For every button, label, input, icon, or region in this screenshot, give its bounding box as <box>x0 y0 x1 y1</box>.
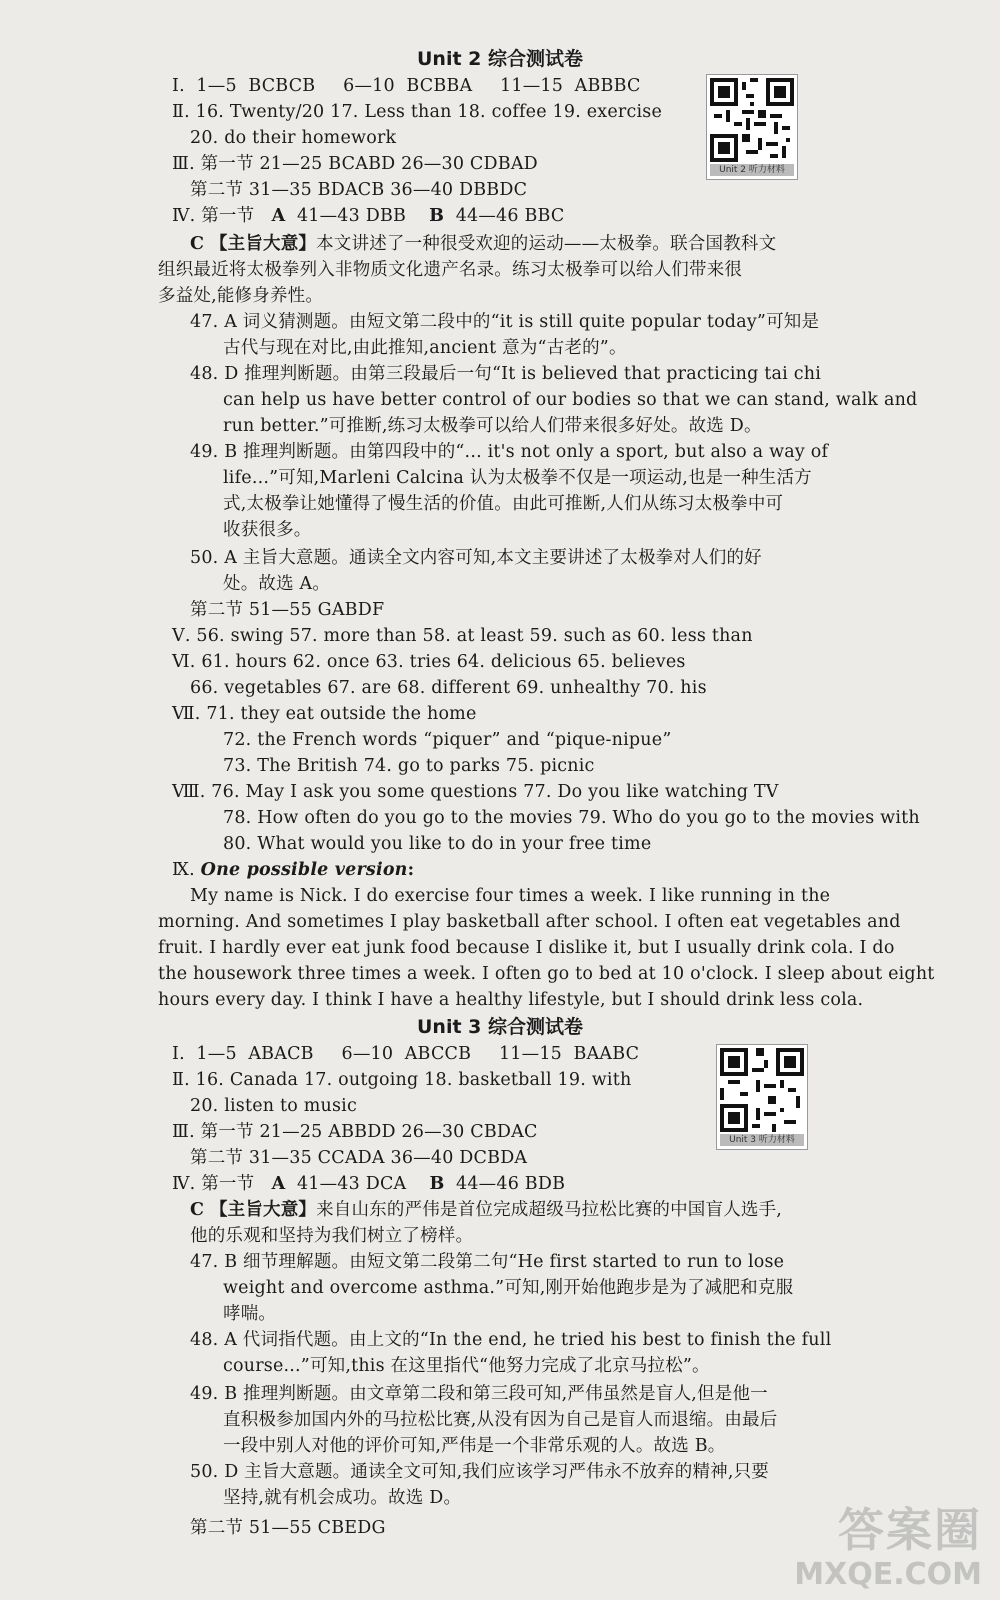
explanation-line: 直积极参加国内外的马拉松比赛,从没有因为自己是盲人而退缩。由最后 <box>223 1410 778 1430</box>
qr-caption: Unit 2 听力材料 <box>710 164 794 176</box>
unit2-q48: 48. D 推理判断题。由第三段最后一句“It is believed that practicing tai chi <box>190 364 821 384</box>
unit2-section-4-part2: 第二节 51—55 GABDF <box>190 600 385 620</box>
explanation-line: life...”可知,Marleni Calcina 认为太极拳不仅是一项运动,也是一种生活方 <box>223 468 812 488</box>
unit2-section-8-line2: 78. How often do you go to the movies 79. Who do you go to the movies with <box>223 808 920 828</box>
qr-caption: Unit 3 听力材料 <box>720 1134 804 1146</box>
explanation-line: 坚持,就有机会成功。故选 D。 <box>223 1488 462 1508</box>
essay-line: morning. And sometimes I play basketball after school. I often eat vegetables and <box>158 912 901 932</box>
unit3-section-4-part2: 第二节 51—55 CBEDG <box>190 1518 386 1538</box>
summary-line: 多益处,能修身养性。 <box>158 286 324 306</box>
explanation-line: weight and overcome asthma.”可知,刚开始他跑步是为了减肥和克服 <box>223 1278 794 1298</box>
explanation-line: 哮喘。 <box>223 1304 277 1324</box>
unit2-section-8-line3: 80. What would you like to do in your free time <box>223 834 652 854</box>
unit2-section-6-line2: 66. vegetables 67. are 68. different 69. unhealthy 70. his <box>190 678 707 698</box>
unit3-qr-code[interactable] <box>716 1044 808 1150</box>
unit3-q47: 47. B 细节理解题。由短文第二段第二句“He first started to run to lose <box>190 1252 785 1272</box>
unit3-section-4: Ⅳ. 第一节 A 41—43 DCA B 44—46 BDB <box>172 1174 566 1194</box>
unit3-section-2-line2: 20. listen to music <box>190 1096 357 1116</box>
unit2-q47: 47. A 词义猜测题。由短文第二段中的“it is still quite popular today”可知是 <box>190 312 820 332</box>
unit2-q49: 49. B 推理判断题。由第四段中的“... it's not only a sport, but also a way of <box>190 442 829 462</box>
unit2-section-1: Ⅰ. 1—5 BCBCB 6—10 BCBBA 11—15 ABBBC <box>172 76 641 96</box>
unit2-q50: 50. A 主旨大意题。通读全文内容可知,本文主要讲述了太极拳对人们的好 <box>190 548 762 568</box>
unit2-section-3-line2: 第二节 31—35 BDACB 36—40 DBBDC <box>190 180 528 200</box>
unit3-passage-c-summary: C 【主旨大意】来自山东的严伟是首位完成超级马拉松比赛的中国盲人选手, <box>190 1200 783 1220</box>
unit2-section-5: Ⅴ. 56. swing 57. more than 58. at least 59. such as 60. less than <box>172 626 753 646</box>
explanation-line: 收获很多。 <box>223 520 312 540</box>
unit2-qr-code[interactable] <box>706 74 798 180</box>
unit2-passage-c-summary: C 【主旨大意】本文讲述了一种很受欢迎的运动——太极拳。联合国教科文 <box>190 234 777 254</box>
unit2-title: Unit 2 综合测试卷 <box>417 48 583 70</box>
unit3-section-3-line2: 第二节 31—35 CCADA 36—40 DCBDA <box>190 1148 528 1168</box>
explanation-line: can help us have better control of our bodies so that we can stand, walk and <box>223 390 918 410</box>
unit3-q50: 50. D 主旨大意题。通读全文可知,我们应该学习严伟永不放弃的精神,只要 <box>190 1462 770 1482</box>
unit2-section-8: Ⅷ. 76. May I ask you some questions 77. Do you like watching TV <box>172 782 779 802</box>
essay-line: hours every day. I think I have a healthy lifestyle, but I should drink less cola. <box>158 990 864 1010</box>
site-watermark: 答案圈 MXQE.COM <box>794 1503 982 1592</box>
unit3-q48: 48. A 代词指代题。由上文的“In the end, he tried his best to finish the full <box>190 1330 832 1350</box>
unit2-section-2-line2: 20. do their homework <box>190 128 397 148</box>
explanation-line: 一段中别人对他的评价可知,严伟是一个非常乐观的人。故选 B。 <box>223 1436 726 1456</box>
explanation-line: 处。故选 A。 <box>223 574 331 594</box>
unit3-title: Unit 3 综合测试卷 <box>417 1016 583 1038</box>
qr-code-icon <box>710 78 794 162</box>
essay-line: fruit. I hardly ever eat junk food because I dislike it, but I usually drink cola. I do <box>158 938 895 958</box>
qr-code-icon <box>720 1048 804 1132</box>
unit2-section-7: Ⅶ. 71. they eat outside the home <box>172 704 477 724</box>
explanation-line: run better.”可推断,练习太极拳可以给人们带来很多好处。故选 D。 <box>223 416 762 436</box>
essay-line: My name is Nick. I do exercise four times a week. I like running in the <box>190 886 831 906</box>
summary-line: 组织最近将太极拳列入非物质文化遗产名录。练习太极拳可以给人们带来很 <box>158 260 743 280</box>
unit2-section-7-line2: 72. the French words “piquer” and “pique-nipue” <box>223 730 672 750</box>
unit2-section-4: Ⅳ. 第一节 A 41—43 DBB B 44—46 BBC <box>172 206 565 226</box>
unit3-section-1: Ⅰ. 1—5 ABACB 6—10 ABCCB 11—15 BAABC <box>172 1044 640 1064</box>
explanation-line: course...”可知,this 在这里指代“他努力完成了北京马拉松”。 <box>223 1356 710 1376</box>
explanation-line: 式,太极拳让她懂得了慢生活的价值。由此可推断,人们从练习太极拳中可 <box>223 494 784 514</box>
unit2-section-6: Ⅵ. 61. hours 62. once 63. tries 64. delicious 65. believes <box>172 652 686 672</box>
summary-line: 他的乐观和坚持为我们树立了榜样。 <box>190 1226 474 1246</box>
unit3-q49: 49. B 推理判断题。由文章第二段和第三段可知,严伟虽然是盲人,但是他一 <box>190 1384 768 1404</box>
unit2-section-2: Ⅱ. 16. Twenty/20 17. Less than 18. coffee 19. exercise <box>172 102 663 122</box>
unit3-section-3: Ⅲ. 第一节 21—25 ABBDD 26—30 CBDAC <box>172 1122 538 1142</box>
unit2-section-3: Ⅲ. 第一节 21—25 BCABD 26—30 CDBAD <box>172 154 538 174</box>
unit3-section-2: Ⅱ. 16. Canada 17. outgoing 18. basketball 19. with <box>172 1070 632 1090</box>
unit2-section-7-line3: 73. The British 74. go to parks 75. picnic <box>223 756 595 776</box>
explanation-line: 古代与现在对比,由此推知,ancient 意为“古老的”。 <box>223 338 627 358</box>
essay-line: the housework three times a week. I often go to bed at 10 o'clock. I sleep about eight <box>158 964 935 984</box>
unit2-section-9: Ⅸ. One possible version: <box>172 860 415 880</box>
